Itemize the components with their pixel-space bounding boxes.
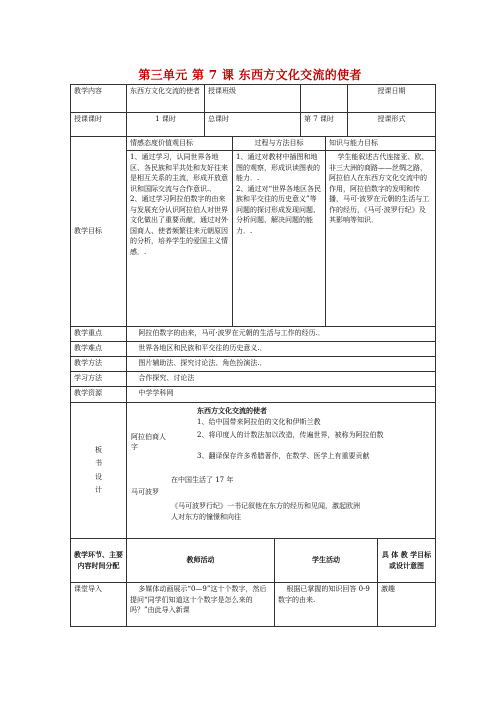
row-resources — [71, 387, 436, 403]
resources-label: 教学资源 — [71, 387, 127, 403]
board-polo-label: 马可波罗 — [131, 488, 159, 496]
date-label: 授课日期 — [348, 85, 436, 113]
goal-attitude-text — [127, 151, 233, 327]
period-value: 第 7 课时 — [301, 113, 348, 137]
board-polo-2: 《马可波罗行纪》一书记叙他在东方的经历和见闻，激起欧洲 — [171, 502, 360, 510]
row-learning — [71, 372, 436, 387]
board-arab-label: 阿拉伯商人 — [131, 433, 166, 441]
process-header-intent: 具 体 教 学目标或设计意图 — [378, 539, 436, 583]
board-content — [127, 403, 436, 539]
goal-header-process: 过程与方法目标 — [233, 137, 326, 151]
row-key-points — [71, 327, 436, 342]
row-content — [71, 85, 436, 113]
key-points-value: 阿拉伯数字的由来，马可·波罗在元朝的生活与工作的经历.． — [127, 327, 436, 342]
process-header-teacher: 教师活动 — [127, 539, 275, 583]
goal-process-text — [233, 151, 326, 327]
goal-process-item: 2、通过对“世界各地区各民族和平交往的历史意义”等问题的探讨形成发现问题、分析问题、解决问题的能力．. — [236, 184, 322, 235]
intro-teacher: 多媒体动画展示“0—9”这十个数字，然后提问“同学们知道这十个数字是怎么来的吗？”由此导入新课 — [127, 583, 275, 627]
goal-attitude-item: 2、通过学习阿拉伯数字的由来与发展充分认识阿拉伯人对世界文化做出了重要贡献，通过对外国商人、使者频繁往来元朝原因的分析，培养学生的爱国主义情感．. — [130, 195, 228, 256]
hours-label: 授课课时 — [71, 113, 127, 137]
board-polo-3: 人对东方的憧憬和向往 — [171, 513, 241, 521]
board-polo-1: 在中国生活了 17 年 — [171, 476, 234, 484]
goal-header-knowledge: 知识与能力目标 — [326, 137, 436, 151]
row-hours — [71, 113, 436, 137]
board-heading: 东西方文化交流的使者 — [197, 406, 267, 415]
board-item-1: 1、给中国带来阿拉伯的文化和伊斯兰教 — [197, 418, 321, 426]
goals-label: 教学目标 — [71, 137, 127, 327]
row-intro — [71, 583, 436, 627]
intro-stage: 课堂导入 — [71, 583, 127, 627]
total-label: 总课时 — [205, 113, 301, 137]
row-methods — [71, 357, 436, 372]
lesson-plan-table — [70, 84, 436, 627]
row-board — [71, 403, 436, 539]
goal-knowledge-item: 学生能叙述古代连接亚、欧、非三大洲的商路——丝绸之路，阿拉伯人在东西方文化交流中的作用，阿拉伯数字的发明和传播，马可·波罗在元朝的生活与工作的经历，《马可·波罗行纪》及其影响等知识． — [329, 153, 430, 224]
board-item-2-cont: 字 — [131, 443, 138, 451]
class-label: 授课班级 — [205, 85, 301, 113]
difficulties-value: 世界各地区和民族和平交往的历史意义.． — [127, 342, 436, 357]
methods-value: 图片辅助法、探究讨论法、角色扮演法.． — [127, 357, 436, 372]
hours-value: 1 课时 — [127, 113, 205, 137]
learning-value: 合作探究、讨论法 — [127, 372, 436, 387]
goal-process-item: 1、通过对教材中插图和地图的观察，形成识读图表的能力．. — [236, 153, 320, 182]
process-header-stage: 教学环节、主要内容时间分配 — [71, 539, 127, 583]
difficulties-label: 教学难点 — [71, 342, 127, 357]
content-label: 教学内容 — [71, 85, 127, 113]
board-item-3: 3、翻译保存许多希腊著作，在数学、医学上有重要贡献 — [197, 452, 370, 460]
board-item-2: 2、将印度人的计数法加以改造，传遍世界，被称为阿拉伯数 — [197, 431, 384, 439]
resources-value: 中学学科网 — [127, 387, 436, 403]
board-label: 板 书 设 计 — [71, 403, 127, 539]
class-value — [301, 85, 348, 113]
row-difficulties — [71, 342, 436, 357]
row-process-header — [71, 539, 436, 583]
goal-attitude-item: 1、通过学习，认同世界各地区、各民族和平共处和友好往来是相互关系的主流，形成开放意识和国际交流与合作意识.． — [130, 153, 228, 193]
row-goal-headers — [71, 137, 436, 151]
process-header-student: 学生活动 — [275, 539, 378, 583]
goal-header-attitude: 情感态度价值观目标 — [127, 137, 233, 151]
learning-label: 学习方法 — [71, 372, 127, 387]
form-label: 授课形式 — [348, 113, 436, 137]
goal-knowledge-text — [326, 151, 436, 327]
methods-label: 教学方法 — [71, 357, 127, 372]
content-value: 东西方文化交流的使者 — [127, 85, 205, 113]
intro-intent: 激趣 — [378, 583, 436, 627]
key-points-label: 教学重点 — [71, 327, 127, 342]
intro-student: 根据已掌握的知识回答 0-9 数字的由来. — [275, 583, 378, 627]
page-title: 第三单元 第 7 课 东西方文化交流的使者 — [138, 68, 362, 82]
